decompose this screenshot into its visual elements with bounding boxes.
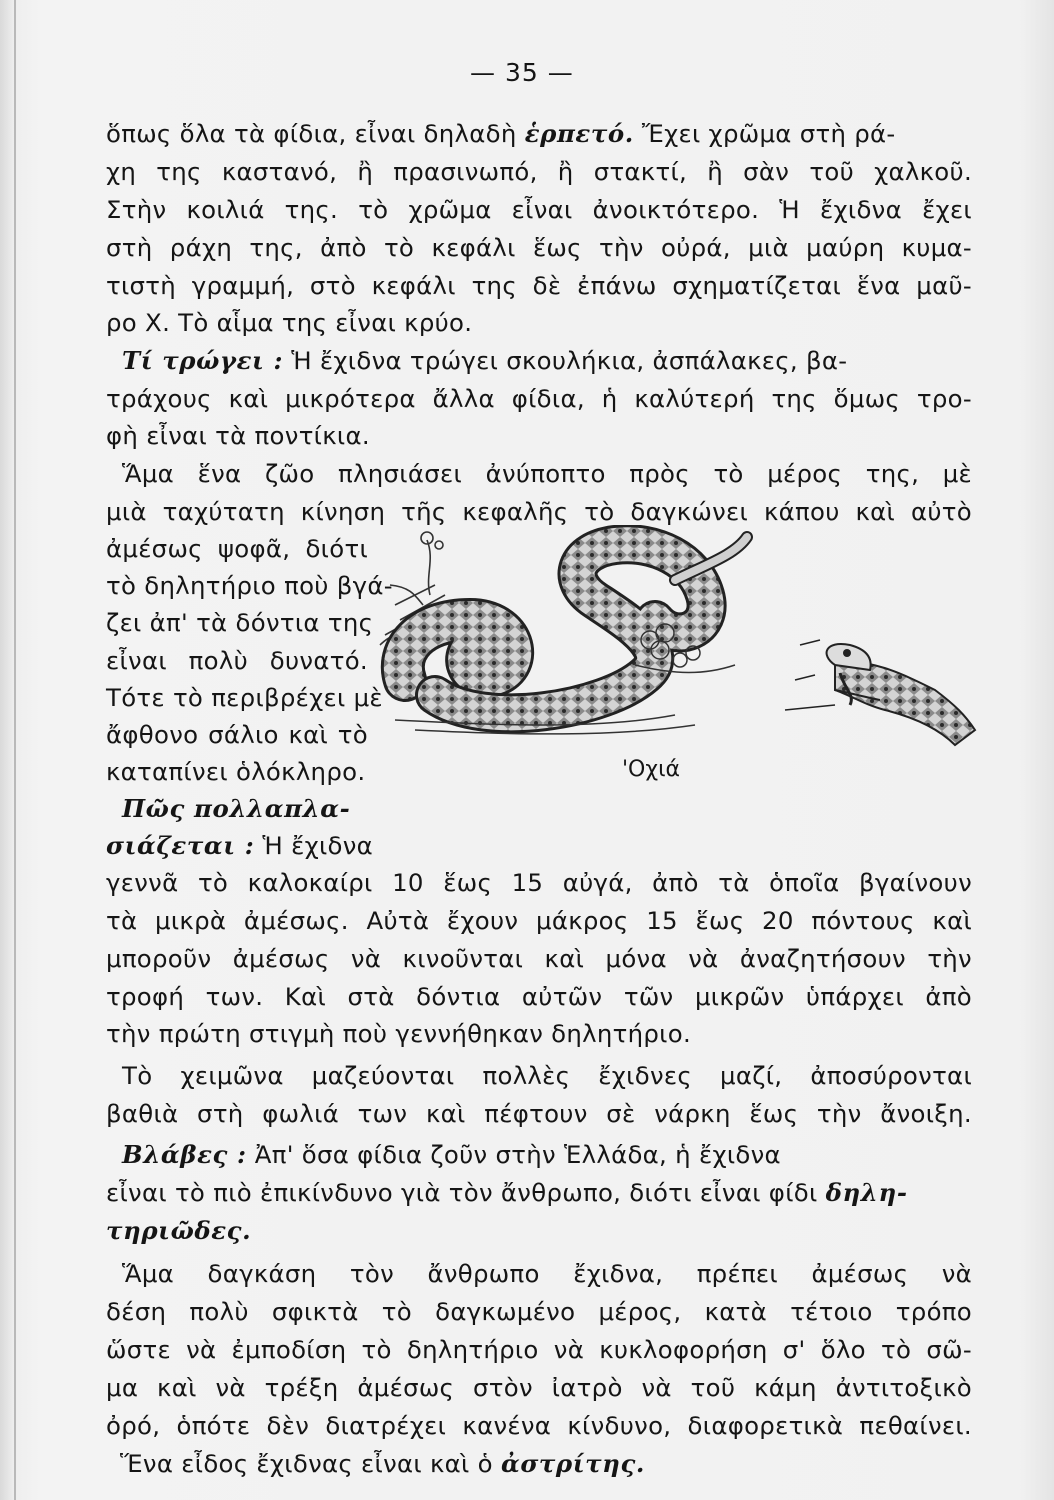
section-heading-harm: Βλάβες : <box>122 1140 247 1169</box>
text-line: Τὸ χειμῶνα μαζεύονται πολλὲς ἔχιδνες μαζί, ἀποσύρονται <box>122 1061 972 1090</box>
text-line: ἄφθονο σάλιο καὶ τὸ <box>106 720 368 749</box>
text-line: δέση πολὺ σφικτὰ τὸ δαγκωμένο μέρος, κατὰ τέτοιο τρόπο <box>106 1297 972 1326</box>
viper-illustration <box>375 525 985 750</box>
page-gutter <box>14 0 16 1500</box>
text-line: χη της καστανό, ἢ πρασινωπό, ἢ στακτί, ἢ σὰν τοῦ χαλκοῦ. <box>106 157 972 186</box>
text-line: ὀρό, ὁπότε δὲν διατρέχει κανένα κίνδυνο, διαφορετικὰ πεθαίνει. <box>106 1411 972 1440</box>
figure-caption: 'Οχιά <box>622 757 681 782</box>
text-line: ὅπως ὅλα τὰ φίδια, εἶναι δηλαδὴ ἑρπετό. Ἔχει χρῶμα στὴ ρά- <box>106 119 896 148</box>
text-line: καταπίνει ὁλόκληρο. <box>106 757 366 786</box>
text-line: μιὰ ταχύτατη κίνηση τῆς κεφαλῆς τὸ δαγκώνει κάπου καὶ αὐτὸ <box>106 497 972 526</box>
text-line: ἀμέσως ψοφᾶ, διότι <box>106 534 368 563</box>
text-line: Τότε τὸ περιβρέχει μὲ <box>106 683 383 712</box>
page-number: — 35 — <box>470 58 574 87</box>
text-line: ρο Χ. Τὸ αἷμα της εἶναι κρύο. <box>106 308 473 337</box>
section-heading-reproduction: Πῶς πολλαπλα- <box>122 794 351 823</box>
text-line: τράχους καὶ μικρότερα ἄλλα φίδια, ἡ καλύτερή της ὅμως τρο- <box>106 384 972 413</box>
text-line: Ἕνα εἶδος ἔχιδνας εἶναι καὶ ὁ ἀστρίτης. <box>120 1449 646 1478</box>
text-line: σιάζεται : Ἡ ἔχιδνα <box>106 831 374 860</box>
text-line: τιστὴ γραμμή, στὸ κεφάλι της δὲ ἐπάνω σχηματίζεται ἕνα μαῦ- <box>106 271 972 300</box>
text-line: μα καὶ νὰ τρέξη ἀμέσως στὸν ἰατρὸ νὰ τοῦ κάμη ἀντιτοξικὸ <box>106 1373 972 1402</box>
text-line: τὸ δηλητήριο ποὺ βγά- <box>106 571 393 600</box>
text-line: Ἅμα ἕνα ζῶο πλησιάσει ἀνύποπτο πρὸς τὸ μέρος της, μὲ <box>122 459 972 488</box>
text-line: εἶναι τὸ πιὸ ἐπικίνδυνο γιὰ τὸν ἄνθρωπο, διότι εἶναι φίδι δηλη- <box>106 1178 908 1207</box>
text-line: τὴν πρώτη στιγμὴ ποὺ γεννήθηκαν δηλητήριο. <box>106 1019 692 1048</box>
text-line: τὰ μικρὰ ἀμέσως. Αὐτὰ ἔχουν μάκρος 15 ἕως 20 πόντους καὶ <box>106 906 972 935</box>
text-line: βαθιὰ στὴ φωλιά των καὶ πέφτουν σὲ νάρκη ἕως τὴν ἄνοιξη. <box>106 1099 972 1128</box>
text-line: ὥστε νὰ ἐμποδίση τὸ δηλητήριο νὰ κυκλοφορήση σ' ὅλο τὸ σῶ- <box>106 1335 972 1364</box>
text-line: Ἅμα δαγκάση τὸν ἄνθρωπο ἔχιδνα, πρέπει ἀμέσως νὰ <box>122 1259 972 1288</box>
text-line: εἶναι πολὺ δυνατό. <box>106 646 368 675</box>
text-line: φὴ εἶναι τὰ ποντίκια. <box>106 421 370 450</box>
text-line: Τί τρώγει : Ἡ ἔχιδνα τρώγει σκουλήκια, ἀσπάλακες, βα- <box>122 346 848 375</box>
section-heading-food: Τί τρώγει : <box>122 346 284 375</box>
text-line: Στὴν κοιλιά της. τὸ χρῶμα εἶναι ἀνοικτότερο. Ἡ ἔχιδνα ἔχει <box>106 195 972 224</box>
text-line: στὴ ράχη της, ἀπὸ τὸ κεφάλι ἕως τὴν οὐρά, μιὰ μαύρη κυμα- <box>106 233 972 262</box>
text-line: Βλάβες : Ἀπ' ὅσα φίδια ζοῦν στὴν Ἑλλάδα, ἡ ἔχιδνα <box>122 1140 781 1169</box>
text-line: μποροῦν ἀμέσως νὰ κινοῦνται καὶ μόνα νὰ ἀναζητήσουν τὴν <box>106 944 972 973</box>
text-line: ζει ἀπ' τὰ δόντια της <box>106 608 374 637</box>
text-line: τροφή των. Καὶ στὰ δόντια αὐτῶν τῶν μικρῶν ὑπάρχει ἀπὸ <box>106 982 972 1011</box>
text-line: τηριῶδες. <box>106 1216 252 1245</box>
text-line: γεννᾶ τὸ καλοκαίρι 10 ἕως 15 αὐγά, ἀπὸ τὰ ὁποῖα βγαίνουν <box>106 868 972 897</box>
